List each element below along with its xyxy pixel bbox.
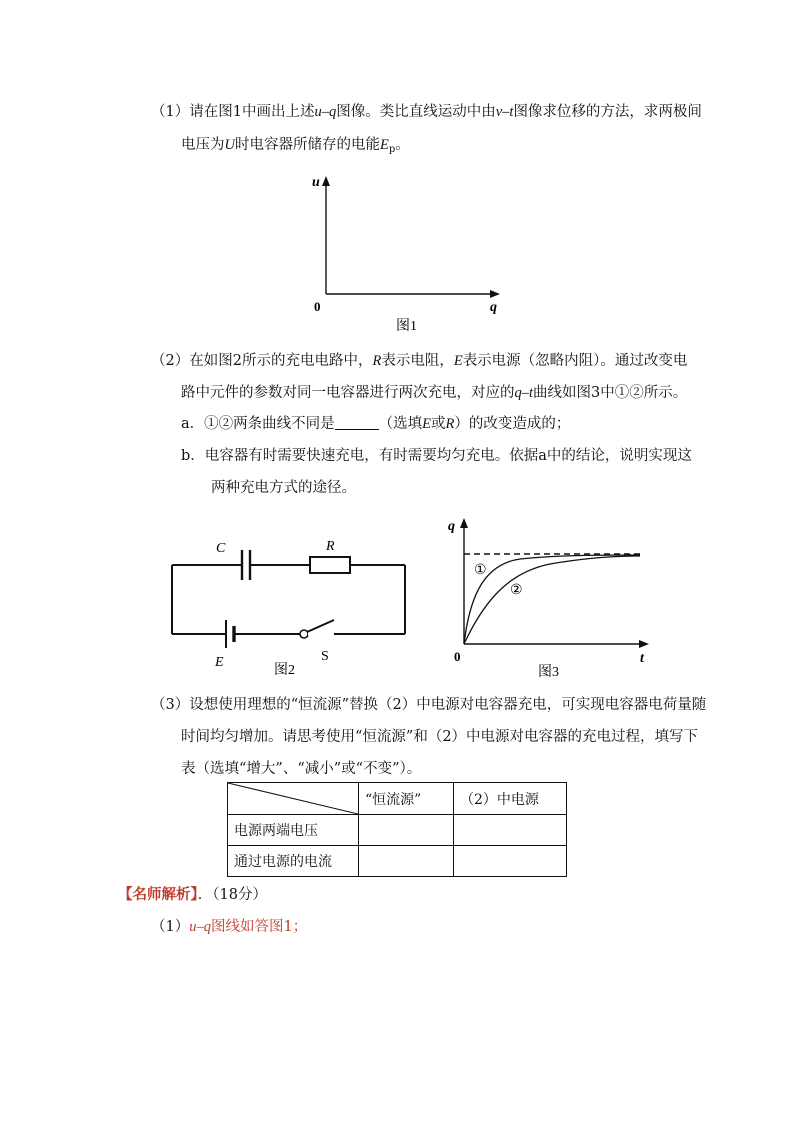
fig1-caption: 图1 xyxy=(396,319,417,334)
fig3-ylabel: q xyxy=(448,519,455,534)
table-header-cell: “恒流源” xyxy=(359,783,454,815)
curve-2 xyxy=(464,556,640,644)
figure-1-axes xyxy=(300,172,520,337)
fig2-caption: 图2 xyxy=(274,663,295,678)
table-answer-cell[interactable] xyxy=(454,846,567,877)
fig3-xlabel: t xyxy=(640,651,644,666)
fig1-xlabel: q xyxy=(490,300,497,315)
table-row xyxy=(228,815,567,846)
fig2-label-E: E xyxy=(215,655,224,670)
resistor xyxy=(310,557,350,573)
q3-line2: 时间均匀增加。请思考使用“恒流源”和（2）中电源对电容器的充电过程，填写下 xyxy=(181,729,699,745)
q2-part-a: a．①②两条曲线不同是 （选填E或R）的改变造成的； xyxy=(181,416,571,432)
table-header-cell: （2）中电源 xyxy=(454,783,567,815)
table-row xyxy=(228,846,567,877)
table-row-label: 通过电源的电流 xyxy=(228,846,359,877)
table-header-row xyxy=(228,783,567,815)
answer-heading: 【名师解析】．（18分） xyxy=(118,886,267,903)
fig3-caption: 图3 xyxy=(538,665,559,680)
curve-1-label: ① xyxy=(474,563,487,578)
q1-line1: （1）请在图1中画出上述u–q图像。类比直线运动中由v–t图像求位移的方法，求两极间 xyxy=(151,104,702,120)
q2-line2: 路中元件的参数对同一电容器进行两次充电，对应的q–t曲线如图3中①②所示。 xyxy=(181,385,688,401)
answer-table xyxy=(227,782,567,877)
table-corner-cell xyxy=(228,783,359,815)
table-row-label: 电源两端电压 xyxy=(228,815,359,846)
fig2-label-S: S xyxy=(321,649,329,664)
q2-line1: （2）在如图2所示的充电电路中，R表示电阻，E表示电源（忽略内阻）。通过改变电 xyxy=(151,353,688,369)
fig2-label-C: C xyxy=(216,541,226,556)
q2-part-b-line2: 两种充电方式的途径。 xyxy=(211,480,356,496)
q1-line2: 电压为U时电容器所储存的电能$E_p$。 xyxy=(181,137,410,155)
q3-line1: （3）设想使用理想的“恒流源”替换（2）中电源对电容器充电，可实现电容器电荷量随 xyxy=(151,697,707,713)
curve-2-label: ② xyxy=(510,583,523,598)
q3-line3: 表（选填“增大”、“减小”或“不变”）。 xyxy=(181,761,422,777)
answer-blank[interactable] xyxy=(335,415,379,430)
switch-lever xyxy=(307,620,334,632)
table-answer-cell[interactable] xyxy=(359,846,454,877)
answer-part-1: （1）u–q图线如答图1； xyxy=(151,919,308,935)
fig1-origin: 0 xyxy=(314,299,321,314)
figure-3-chart xyxy=(440,514,660,684)
table-answer-cell[interactable] xyxy=(359,815,454,846)
figure-2-circuit xyxy=(160,530,420,680)
fig1-ylabel: u xyxy=(312,175,320,190)
fig2-label-R: R xyxy=(326,539,335,554)
table-answer-cell[interactable] xyxy=(454,815,567,846)
fig3-origin: 0 xyxy=(454,649,461,664)
q2-part-b-line1: b．电容器有时需要快速充电，有时需要均匀充电。依据a中的结论，说明实现这 xyxy=(181,448,692,464)
